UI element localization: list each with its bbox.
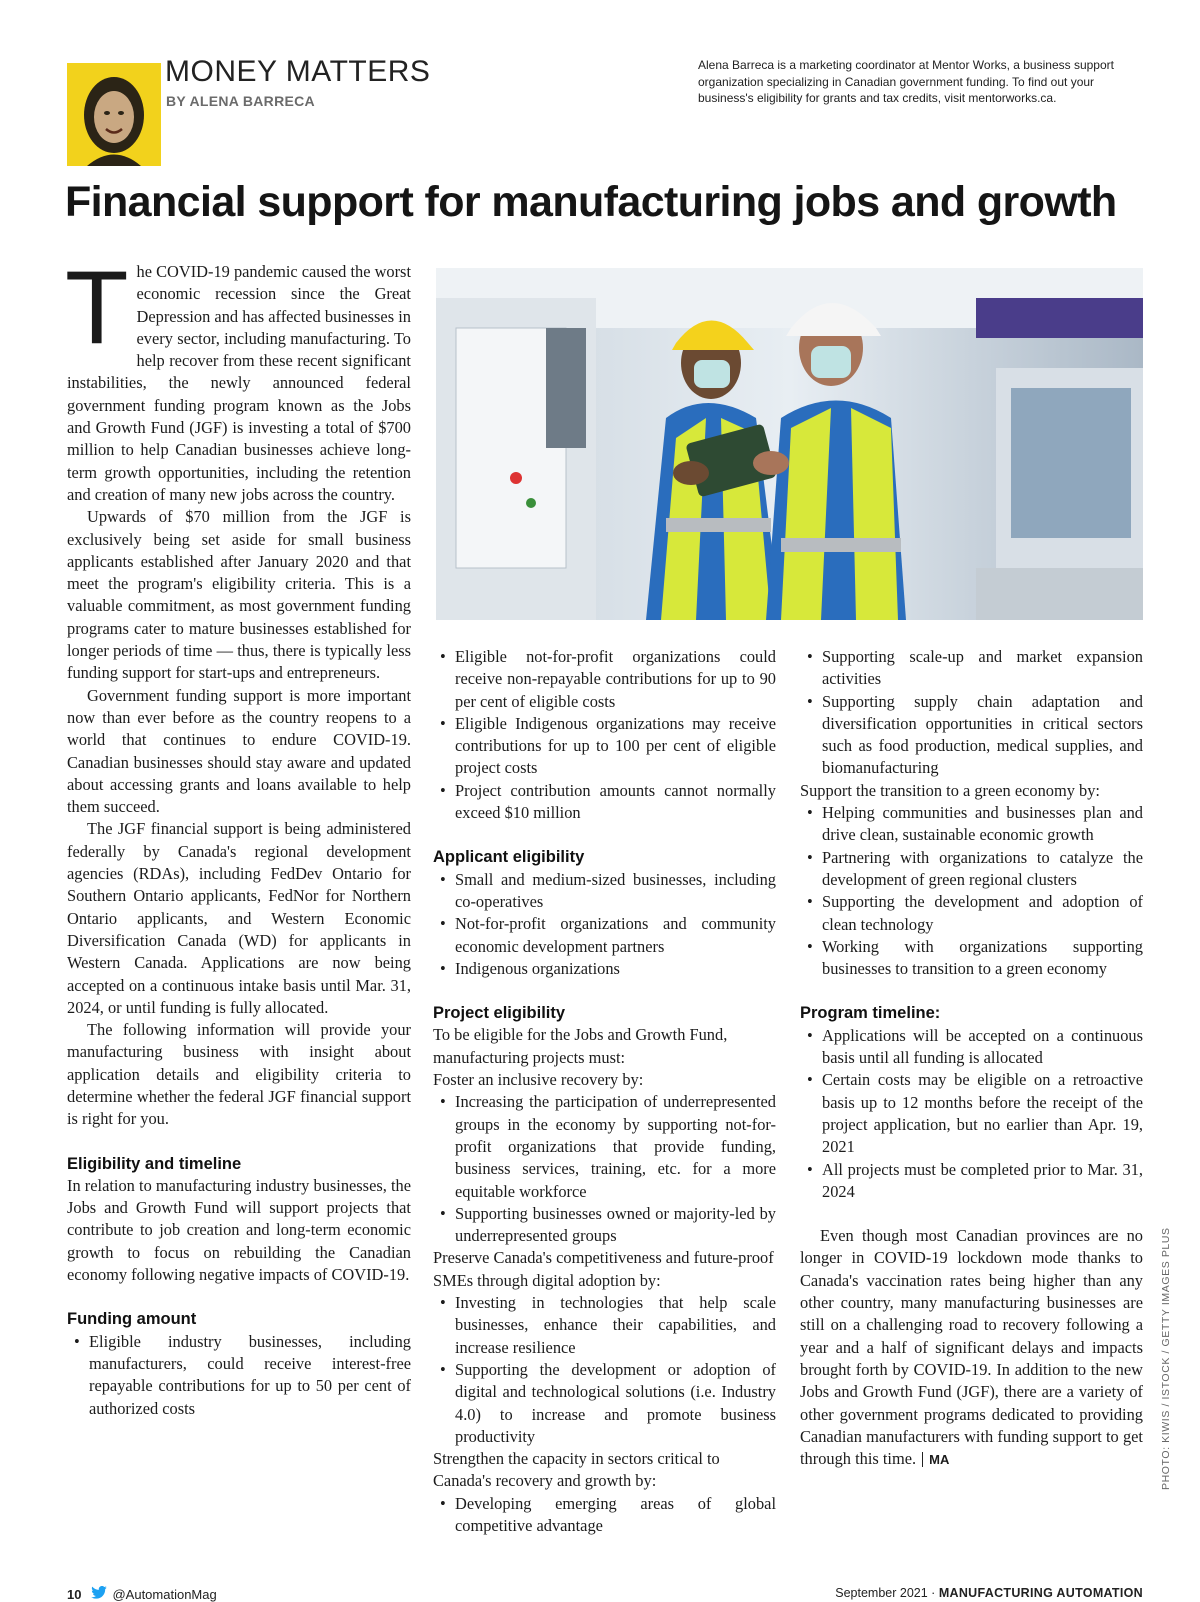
list-item: • Supporting scale-up and market expansion activities <box>800 646 1143 691</box>
list-item: • Supporting the development and adoption of clean technology <box>800 891 1143 936</box>
project-list-1 <box>433 1091 776 1247</box>
section-heading-funding: Funding amount <box>67 1310 197 1329</box>
body-paragraph: Upwards of $70 million from the JGF is exclusively being set aside for small business applicants established after January 2020 and that meet the program's eligibility criteria. This is a valuable commitment, as most government funding programs cater to mature businesses established for longer periods of time — thus, there is typically less funding support for start-ups and entrepreneurs. <box>67 507 411 683</box>
list-item: • Eligible Indigenous organizations may receive contributions for up to 100 per cent of eligible project costs <box>433 713 776 780</box>
group-label: Support the transition to a green economy by: <box>800 780 1100 800</box>
section-heading-applicant: Applicant eligibility <box>433 848 585 867</box>
project-list-4 <box>800 802 1143 980</box>
drop-cap: T <box>65 250 129 366</box>
issue-date: September 2021 · <box>835 1586 936 1600</box>
funding-list <box>67 1331 411 1420</box>
group-label: Foster an inclusive recovery by: <box>433 1070 644 1090</box>
article-column-1 <box>65 250 411 1420</box>
hero-photo <box>436 268 1143 620</box>
list-item: • Increasing the participation of underrepresented groups in the economy by supporting not-for-profit organizations that provide funding, business services, training, etc. for a more equitable workforce <box>433 1091 776 1202</box>
list-item: • Supporting the development or adoption of digital and technological solutions (i.e. Industry 4.0) to increase and promote business productivity <box>433 1359 776 1448</box>
project-list-3-cont <box>800 646 1143 780</box>
author-bio: Alena Barreca is a marketing coordinator at Mentor Works, a business support organization specializing in Canadian government funding. To find out your business's eligibility for grants and tax credits, visit mentorworks.ca. <box>698 58 1114 105</box>
photo-credit: PHOTO: KIWIS / ISTOCK / GETTY IMAGES PLUS <box>1160 1227 1172 1490</box>
headline: Financial support for manufacturing jobs and growth <box>65 178 1117 226</box>
article-column-2 <box>433 646 776 1537</box>
group-label: Preserve Canada's competitiveness and future-proof SMEs through digital adoption by: <box>433 1248 774 1290</box>
list-item: • Eligible industry businesses, including manufacturers, could receive interest-free repayable contributions for up to 50 per cent of authorized costs <box>67 1331 411 1420</box>
page-number: 10 <box>67 1586 82 1602</box>
body-paragraph: The following information will provide your manufacturing business with insight about application details and eligibility criteria to determine whether the federal JGF financial support is right for you. <box>67 1020 411 1129</box>
list-item: • Project contribution amounts cannot normally exceed $10 million <box>433 780 776 825</box>
list-item: • All projects must be completed prior to Mar. 31, 2024 <box>800 1159 1143 1204</box>
list-item: • Partnering with organizations to catalyze the development of green regional clusters <box>800 847 1143 892</box>
group-label: Strengthen the capacity in sectors critical to Canada's recovery and growth by: <box>433 1449 720 1491</box>
body-paragraph: The JGF financial support is being administered federally by Canada's regional development agencies (RDAs), including FedDev Ontario for Southern Ontario applicants, FedNor for Northern Ontario applicants, and Western Economic Diversification Canada (WD) for applicants in Western Canada. Applications are now being accepted on a continuous intake basis until Mar. 31, 2024, or until funding is fully allocated. <box>67 819 411 1017</box>
list-item: • Indigenous organizations <box>433 958 776 980</box>
body-paragraph: To be eligible for the Jobs and Growth Fund, manufacturing projects must: <box>433 1025 728 1067</box>
article-column-3 <box>800 646 1143 1471</box>
byline: BY ALENA BARRECA <box>166 93 315 109</box>
list-item: • Developing emerging areas of global competitive advantage <box>433 1493 776 1538</box>
list-item: • Small and medium-sized businesses, including co-operatives <box>433 869 776 914</box>
twitter-handle: @AutomationMag <box>112 1586 217 1602</box>
list-item: • Certain costs may be eligible on a retroactive basis up to 12 months before the receipt of the project application, but no earlier than Apr. 19, 2021 <box>800 1069 1143 1158</box>
body-paragraph: Government funding support is more important now than ever before as the country reopens to a world that continues to endure COVID-19. Canadian businesses should stay aware and updated about accessing grants and loans available to help them succeed. <box>67 685 411 817</box>
closing-paragraph: Even though most Canadian provinces are no longer in COVID-19 lockdown mode thanks to Canada's vaccination rates being higher than any other country, many manufacturing businesses are still on a challenging road to recovery following a year and a half of significant delays and impacts brought forth by COVID-19. In addition to the new Jobs and Growth Fund (JGF), there are a variety of other government programs dedicated to providing Canadian manufacturers with funding support to get through this time. MA <box>800 1226 1143 1469</box>
list-item: • Applications will be accepted on a continuous basis until all funding is allocated <box>800 1025 1143 1070</box>
project-list-2 <box>433 1292 776 1448</box>
project-list-3 <box>433 1493 776 1538</box>
list-item: • Working with organizations supporting businesses to transition to a green economy <box>800 936 1143 981</box>
funding-list-cont <box>433 646 776 824</box>
list-item: • Not-for-profit organizations and community economic development partners <box>433 913 776 958</box>
list-item: • Eligible not-for-profit organizations could receive non-repayable contributions for up to 90 per cent of eligible costs <box>433 646 776 713</box>
column-title: MONEY MATTERS <box>165 55 431 88</box>
list-item: • Investing in technologies that help scale businesses, enhance their capabilities, and increase resilience <box>433 1292 776 1359</box>
section-heading-project: Project eligibility <box>433 1004 566 1023</box>
list-item: • Supporting supply chain adaptation and diversification opportunities in critical sectors such as food production, medical supplies, and biomanufacturing <box>800 691 1143 780</box>
list-item: • Helping communities and businesses plan and drive clean, sustainable economic growth <box>800 802 1143 847</box>
section-heading-timeline: Program timeline: <box>800 1004 941 1023</box>
issue-info <box>835 1586 1143 1600</box>
applicant-list <box>433 869 776 980</box>
magazine-name: MANUFACTURING AUTOMATION <box>938 1586 1143 1600</box>
intro-paragraph: The COVID-19 pandemic caused the worst economic recession since the Great Depression and has affected businesses in every sector, including manufacturing. To help recover from these recent significant instabilities, the newly announced federal government funding program known as the Jobs and Growth Fund (JGF) is investing a total of $700 million to help Canadian businesses achieve long-term growth opportunities, including the retention and creation of many new jobs across the country. <box>65 250 411 504</box>
author-photo <box>67 63 161 166</box>
section-heading-eligibility: Eligibility and timeline <box>67 1154 242 1173</box>
end-mark: MA <box>922 1452 949 1467</box>
body-paragraph: In relation to manufacturing industry businesses, the Jobs and Growth Fund will support projects that contribute to job creation and long-term economic growth to focus on rebuilding the Canadian economy following negative impacts of COVID-19. <box>67 1175 411 1285</box>
timeline-list <box>800 1025 1143 1203</box>
list-item: • Supporting businesses owned or majority-led by underrepresented groups <box>433 1203 776 1248</box>
